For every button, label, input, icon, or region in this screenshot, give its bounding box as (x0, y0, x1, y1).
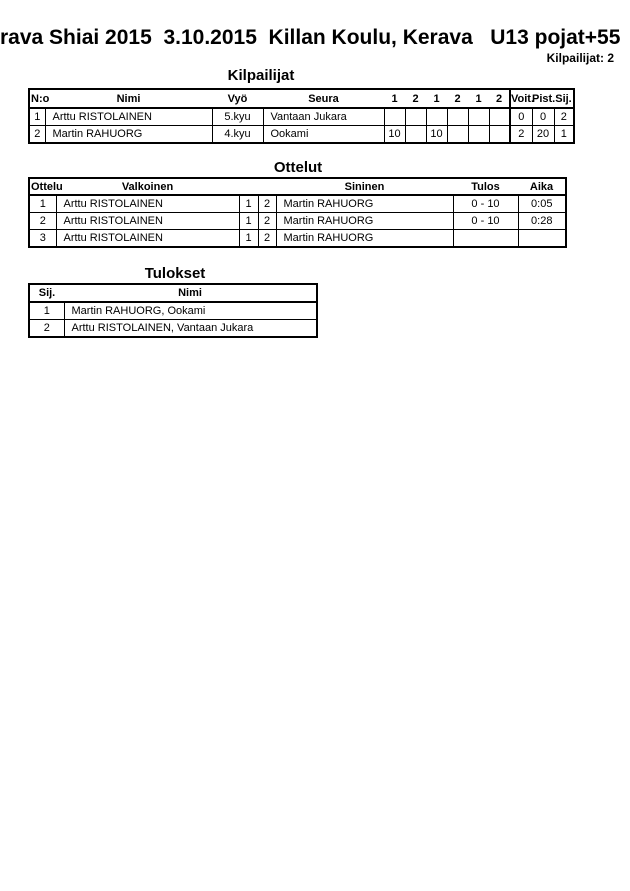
tulokset-header-row (29, 284, 317, 302)
section-title-ottelut: Ottelut (273, 159, 323, 176)
kilpailijat-table (28, 88, 575, 144)
header-score-1: 1 (384, 89, 405, 108)
kilpailijat-row-2 (29, 126, 574, 144)
header-ottelu: Ottelu (29, 178, 56, 195)
cell-match-no: 3 (29, 230, 56, 248)
cell-score-5 (468, 108, 489, 126)
cell-score-1: 10 (384, 126, 405, 144)
cell-time: 0:28 (518, 213, 566, 230)
section-title-tulokset: Tulokset (144, 265, 206, 282)
header-voit: Voit. (510, 89, 532, 108)
cell-time: 0:05 (518, 195, 566, 213)
cell-no: 2 (29, 126, 45, 144)
ottelut-row-2 (29, 213, 566, 230)
header-seura: Seura (263, 89, 384, 108)
cell-nimi: Arttu RISTOLAINEN (45, 108, 212, 126)
cell-blue-player: Martin RAHUORG (276, 213, 453, 230)
header-score-4: 2 (447, 89, 468, 108)
cell-voit: 0 (510, 108, 532, 126)
header-placement: Sij. (29, 284, 64, 302)
cell-white-num: 1 (239, 213, 258, 230)
cell-blue-player: Martin RAHUORG (276, 230, 453, 248)
header-tulos: Tulos (453, 178, 518, 195)
tulokset-row-2 (29, 320, 317, 338)
cell-name: Martin RAHUORG, Ookami (64, 302, 317, 320)
kilpailijat-header-row (29, 89, 574, 108)
section-title-kilpailijat: Kilpailijat (227, 67, 295, 84)
ottelut-row-1 (29, 195, 566, 213)
cell-white-player: Arttu RISTOLAINEN (56, 213, 239, 230)
cell-score-6 (489, 126, 510, 144)
cell-name: Arttu RISTOLAINEN, Vantaan Jukara (64, 320, 317, 338)
cell-nimi: Martin RAHUORG (45, 126, 212, 144)
header-valkoinen: Valkoinen (56, 178, 239, 195)
cell-vyo: 5.kyu (212, 108, 263, 126)
cell-white-num: 1 (239, 195, 258, 213)
header-white-num (239, 178, 258, 195)
cell-score-4 (447, 108, 468, 126)
cell-score-5 (468, 126, 489, 144)
cell-result (453, 230, 518, 248)
header-no: N:o (29, 89, 45, 108)
cell-pist: 0 (532, 108, 554, 126)
cell-no: 1 (29, 108, 45, 126)
tulokset-table (28, 283, 318, 338)
cell-score-3 (426, 108, 447, 126)
cell-seura: Vantaan Jukara (263, 108, 384, 126)
header-aika: Aika (518, 178, 566, 195)
header-score-5: 1 (468, 89, 489, 108)
kilpailijat-row-1 (29, 108, 574, 126)
cell-blue-num: 2 (258, 195, 276, 213)
cell-match-no: 2 (29, 213, 56, 230)
cell-voit: 2 (510, 126, 532, 144)
header-pist: Pist. (532, 89, 554, 108)
cell-score-1 (384, 108, 405, 126)
cell-sij: 2 (554, 108, 574, 126)
cell-vyo: 4.kyu (212, 126, 263, 144)
header-vyo: Vyö (212, 89, 263, 108)
cell-white-num: 1 (239, 230, 258, 248)
cell-score-6 (489, 108, 510, 126)
cell-white-player: Arttu RISTOLAINEN (56, 195, 239, 213)
ottelut-table (28, 177, 567, 248)
cell-score-3: 10 (426, 126, 447, 144)
cell-match-no: 1 (29, 195, 56, 213)
cell-pist: 20 (532, 126, 554, 144)
competitor-count: Kilpailijat: 2 (546, 51, 614, 65)
cell-placement: 1 (29, 302, 64, 320)
ottelut-header-row (29, 178, 566, 195)
header-sininen: Sininen (276, 178, 453, 195)
header-score-6: 2 (489, 89, 510, 108)
cell-time (518, 230, 566, 248)
cell-blue-num: 2 (258, 230, 276, 248)
header-blue-num (258, 178, 276, 195)
cell-white-player: Arttu RISTOLAINEN (56, 230, 239, 248)
cell-seura: Ookami (263, 126, 384, 144)
header-name: Nimi (64, 284, 317, 302)
cell-score-2 (405, 108, 426, 126)
cell-sij: 1 (554, 126, 574, 144)
header-score-3: 1 (426, 89, 447, 108)
cell-blue-num: 2 (258, 213, 276, 230)
cell-placement: 2 (29, 320, 64, 338)
tulokset-row-1 (29, 302, 317, 320)
cell-score-4 (447, 126, 468, 144)
header-sij: Sij. (554, 89, 574, 108)
header-score-2: 2 (405, 89, 426, 108)
cell-score-2 (405, 126, 426, 144)
cell-result: 0 - 10 (453, 195, 518, 213)
ottelut-row-3 (29, 230, 566, 248)
page-title: rava Shiai 2015 3.10.2015 Killan Koulu, Kerava U13 pojat+55 (0, 26, 621, 49)
header-nimi: Nimi (45, 89, 212, 108)
cell-blue-player: Martin RAHUORG (276, 195, 453, 213)
cell-result: 0 - 10 (453, 213, 518, 230)
